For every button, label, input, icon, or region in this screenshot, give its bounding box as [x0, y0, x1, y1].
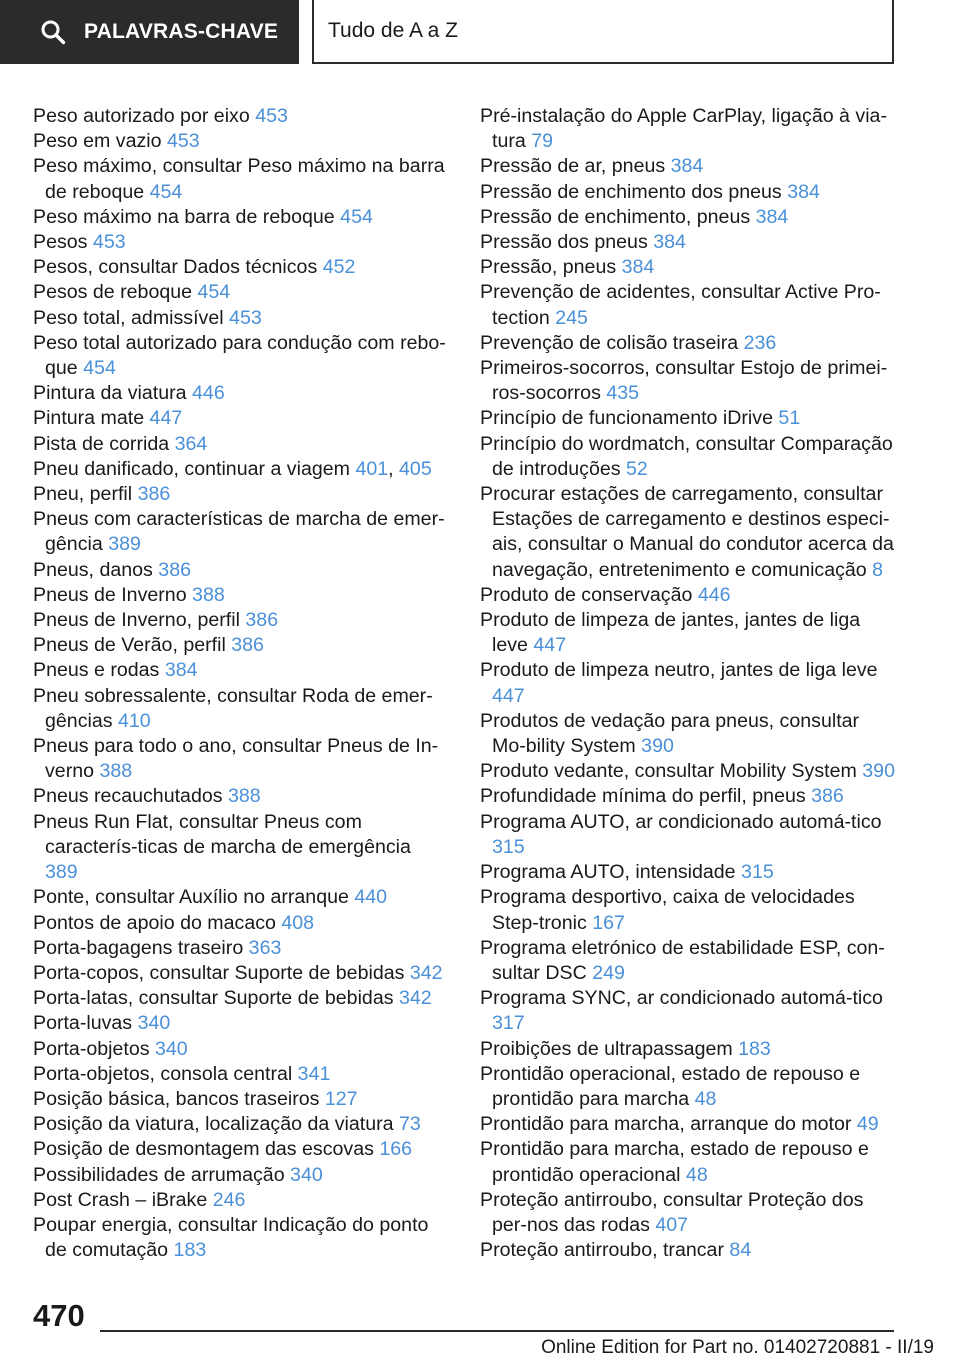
index-term: Pneus com características de marcha de emer-gência — [33, 508, 445, 556]
edition-note: Online Edition for Part no. 01402720881 - II/19 — [541, 1337, 934, 1358]
index-term: Pesos, consultar Dados técnicos — [33, 256, 318, 279]
page-link[interactable]: 236 — [743, 331, 777, 354]
page-link[interactable]: 315 — [492, 835, 525, 858]
page-link[interactable]: 384 — [653, 231, 686, 254]
page-link[interactable]: 340 — [137, 1012, 171, 1035]
index-term: Porta-objetos — [33, 1037, 150, 1060]
index-term: Pneu sobressalente, consultar Roda de emer-gências — [33, 684, 433, 732]
index-entry — [33, 1213, 448, 1263]
index-entry — [480, 936, 898, 986]
index-entry — [480, 709, 898, 759]
index-term: Pneu, perfil — [33, 483, 133, 506]
index-column-left — [33, 104, 448, 1263]
page-link[interactable]: 386 — [158, 558, 191, 581]
page-link[interactable]: 52 — [626, 457, 648, 480]
index-entry — [33, 1163, 448, 1188]
index-term: Pesos — [33, 231, 88, 254]
page-link[interactable]: 405 — [399, 457, 432, 480]
index-term: Pneus de Inverno — [33, 583, 187, 606]
index-term: Ponte, consultar Auxílio no arranque — [33, 886, 349, 909]
page-link[interactable]: 84 — [729, 1239, 752, 1262]
index-term: Pneus e rodas — [33, 659, 160, 682]
index-term: Pneus para todo o ano, consultar Pneus de In-verno — [33, 735, 439, 783]
page-link[interactable]: 388 — [192, 583, 225, 606]
page-link[interactable]: 408 — [281, 911, 315, 934]
page-link[interactable]: 453 — [92, 231, 126, 254]
index-term: Pressão, pneus — [480, 256, 617, 279]
page-link[interactable]: 390 — [641, 735, 674, 758]
index-term: Prevenção de colisão traseira — [480, 331, 739, 354]
index-term: Porta-luvas — [33, 1012, 133, 1035]
index-term: Proibições de ultrapassagem — [480, 1037, 733, 1060]
index-term: Posição da viatura, localização da viatura — [33, 1113, 394, 1136]
index-term: Possibilidades de arrumação — [33, 1163, 285, 1186]
page-link[interactable]: 454 — [340, 205, 373, 228]
index-term: Programa AUTO, ar condicionado automá-tico — [480, 810, 882, 833]
keywords-tab-label: PALAVRAS-CHAVE — [84, 20, 279, 43]
page-link[interactable]: 446 — [192, 382, 225, 405]
page-link[interactable]: 440 — [354, 886, 388, 909]
index-term: Porta-latas, consultar Suporte de bebidas — [33, 987, 394, 1010]
index-entry — [33, 1112, 448, 1137]
page-link[interactable]: 363 — [248, 936, 282, 959]
page-link[interactable]: 384 — [164, 659, 198, 682]
index-entry — [33, 230, 448, 255]
page-link[interactable]: 340 — [290, 1163, 323, 1186]
a-to-z-tab-label: Tudo de A a Z — [328, 19, 458, 42]
page-link[interactable]: 73 — [398, 1113, 421, 1136]
page-link[interactable]: 245 — [555, 306, 588, 329]
index-entry — [33, 911, 448, 936]
index-term: Porta-objetos, consola central — [33, 1062, 293, 1085]
index-term: Peso total autorizado para condução com rebo-que — [33, 331, 446, 380]
index-entry — [33, 255, 448, 280]
index-entry — [480, 406, 898, 431]
index-term: Pintura da viatura — [33, 382, 187, 405]
index-term: Produto de conservação — [480, 583, 693, 606]
index-entry — [33, 482, 448, 507]
index-entry — [33, 1037, 448, 1062]
page-link[interactable]: 340 — [155, 1037, 188, 1060]
index-entry — [480, 1062, 898, 1112]
index-term: Proteção antirroubo, trancar — [480, 1239, 724, 1262]
index-entry — [33, 810, 448, 886]
page-link[interactable]: 384 — [621, 256, 655, 279]
index-entry — [33, 633, 448, 658]
index-term: Proteção antirroubo, consultar Proteção dos per-nos das rodas — [480, 1188, 864, 1236]
index-entry — [33, 961, 448, 986]
index-term: Princípio do wordmatch, consultar Comparação de introduções — [480, 432, 893, 480]
index-term: Pneus Run Flat, consultar Pneus com caracterís-ticas de marcha de emergência — [33, 810, 411, 858]
index-entry — [33, 507, 448, 557]
index-term: Programa SYNC, ar condicionado automá-tico — [480, 987, 883, 1010]
page-link[interactable]: 48 — [694, 1087, 717, 1110]
index-entry — [480, 1112, 898, 1137]
page-link[interactable]: 454 — [149, 180, 183, 203]
index-entry — [33, 608, 448, 633]
page-link[interactable]: 183 — [738, 1037, 771, 1060]
index-entry — [33, 684, 448, 734]
page-link[interactable]: 384 — [670, 155, 704, 178]
page-link[interactable]: 386 — [137, 483, 171, 506]
index-entry — [33, 432, 448, 457]
header — [0, 0, 960, 66]
index-term: Produtos de vedação para pneus, consultar Mo-bility System — [480, 709, 860, 758]
page-link[interactable]: 407 — [655, 1213, 689, 1236]
page-link[interactable]: 386 — [811, 785, 844, 808]
page-link[interactable]: 389 — [45, 861, 78, 884]
index-entry — [480, 1188, 898, 1238]
page-link[interactable]: 384 — [787, 180, 820, 203]
index-term: Posição de desmontagem das escovas — [33, 1138, 374, 1161]
index-term: Pintura mate — [33, 407, 145, 430]
page-link[interactable]: 447 — [492, 684, 525, 707]
index-term: Peso máximo, consultar Peso máximo na barra de reboque — [33, 155, 445, 203]
index-entry — [33, 406, 448, 431]
page-link[interactable]: 390 — [862, 760, 895, 783]
page-link[interactable]: 8 — [872, 558, 884, 581]
index-term: Pesos de reboque — [33, 281, 193, 304]
index-term: Pressão de enchimento, pneus — [480, 205, 751, 228]
index-term: Pressão de ar, pneus — [480, 155, 666, 178]
page-link[interactable]: 452 — [322, 256, 356, 279]
index-entry — [480, 331, 898, 356]
index-term: Post Crash – iBrake — [33, 1188, 208, 1211]
index-entry — [33, 986, 448, 1011]
search-icon — [40, 19, 66, 45]
index-entry — [33, 1087, 448, 1112]
index-term: Pista de corrida — [33, 432, 170, 455]
page-link[interactable]: 388 — [99, 760, 133, 783]
index-term: Prevenção de acidentes, consultar Active Pro-tection — [480, 281, 881, 329]
page-link[interactable]: 166 — [379, 1138, 413, 1161]
index-term: Pontos de apoio do macaco — [33, 911, 276, 934]
page-link[interactable]: 447 — [533, 634, 567, 657]
index-term: Porta-bagagens traseiro — [33, 936, 244, 959]
index-entry — [480, 104, 898, 154]
page-link[interactable]: 341 — [297, 1062, 331, 1085]
index-entry — [33, 381, 448, 406]
index-term: Prontidão para marcha, arranque do motor — [480, 1113, 852, 1136]
index-entry — [480, 986, 898, 1036]
index-term: Pneus de Inverno, perfil — [33, 609, 240, 632]
index-term: Pré-instalação do Apple CarPlay, ligação à via-tura — [480, 105, 887, 153]
index-term: Programa eletrónico de estabilidade ESP, con-sultar DSC — [480, 936, 885, 984]
index-entry — [480, 759, 898, 784]
page-link[interactable]: 167 — [592, 911, 625, 934]
page-link[interactable]: 384 — [755, 205, 789, 228]
index-entry — [480, 482, 898, 583]
index-entry — [33, 734, 448, 784]
index-column-right — [480, 104, 898, 1263]
page-link[interactable]: 49 — [856, 1113, 879, 1136]
page-link[interactable]: 401 — [355, 457, 389, 480]
index-entry — [480, 1238, 898, 1263]
page-link[interactable]: 246 — [212, 1188, 246, 1211]
page-link[interactable]: 453 — [255, 105, 288, 127]
index-entry — [480, 1037, 898, 1062]
index-entry — [480, 583, 898, 608]
page-link[interactable]: 51 — [778, 407, 801, 430]
page-link[interactable]: 454 — [83, 357, 116, 380]
keywords-tab[interactable] — [0, 0, 299, 64]
index-term: Profundidade mínima do perfil, pneus — [480, 785, 806, 808]
index-term: Primeiros-socorros, consultar Estojo de primei-ros-socorros — [480, 357, 888, 405]
index-entry — [33, 558, 448, 583]
index-term: Peso autorizado por eixo — [33, 105, 250, 127]
index-entry — [480, 356, 898, 406]
page-link[interactable]: 342 — [398, 987, 432, 1010]
index-entry — [480, 885, 898, 935]
page-link[interactable]: 453 — [166, 130, 200, 153]
index-term: Pneus de Verão, perfil — [33, 634, 226, 657]
index-entry — [480, 784, 898, 809]
page-link[interactable]: 386 — [231, 634, 264, 657]
index-term: Programa desportivo, caixa de velocidades Step-tronic — [480, 886, 855, 934]
index-entry — [33, 306, 448, 331]
index-entry — [33, 1188, 448, 1213]
index-entry — [33, 936, 448, 961]
index-entry — [33, 885, 448, 910]
page-link[interactable]: 435 — [606, 382, 640, 405]
page-link[interactable]: 453 — [229, 306, 262, 329]
page-number: 470 — [33, 1298, 85, 1333]
page-link[interactable]: 315 — [741, 861, 774, 884]
page-link[interactable]: 342 — [409, 961, 443, 984]
index-entry — [33, 583, 448, 608]
page-link[interactable]: 410 — [118, 709, 151, 732]
index-entry — [33, 154, 448, 204]
page-link[interactable]: 317 — [492, 1012, 525, 1035]
index-term: Poupar energia, consultar Indicação do ponto de comutação — [33, 1213, 429, 1262]
page-link[interactable]: 454 — [197, 281, 231, 304]
index-term: Pressão dos pneus — [480, 231, 648, 254]
index-entry — [33, 1062, 448, 1087]
index-entry — [33, 205, 448, 230]
index-term: Produto de limpeza neutro, jantes de liga leve — [480, 659, 878, 682]
index-term: Prontidão operacional, estado de repouso e prontidão para marcha — [480, 1062, 861, 1110]
index-entry — [33, 1137, 448, 1162]
index-entry — [480, 154, 898, 179]
index-entry — [480, 810, 898, 860]
index-entry — [480, 860, 898, 885]
page-link[interactable]: 79 — [531, 130, 554, 153]
index-entry — [480, 205, 898, 230]
index-term: Pneus recauchutados — [33, 785, 223, 808]
index-entry — [480, 255, 898, 280]
index-entry — [33, 129, 448, 154]
a-to-z-tab[interactable] — [312, 0, 894, 64]
index-term: Prontidão para marcha, estado de repouso e prontidão operacional — [480, 1138, 869, 1186]
page-link[interactable]: 386 — [245, 609, 279, 632]
page-link[interactable]: 183 — [173, 1239, 207, 1262]
page-link[interactable]: 364 — [174, 432, 208, 455]
index-entry — [480, 432, 898, 482]
index-term: Procurar estações de carregamento, consultar Estações de carregamento e destinos especi-ais, consultar o Manual do condutor acerca da navegação, entretenimento e comunicação — [480, 483, 894, 581]
index-term: Programa AUTO, intensidade — [480, 861, 736, 884]
page-link[interactable]: 249 — [592, 961, 625, 984]
index-entry — [33, 1011, 448, 1036]
index-entry — [480, 658, 898, 708]
index-entry — [480, 280, 898, 330]
page-link[interactable]: 446 — [697, 583, 731, 606]
index-entry — [33, 280, 448, 305]
index-term: Peso em vazio — [33, 130, 162, 153]
index-entry — [33, 331, 448, 381]
index-entry — [480, 1137, 898, 1187]
index-term: Produto vedante, consultar Mobility System — [480, 760, 857, 783]
index-entry — [33, 784, 448, 809]
index-term: Posição básica, bancos traseiros — [33, 1087, 320, 1110]
index-term: Porta-copos, consultar Suporte de bebidas — [33, 961, 405, 984]
index-entry — [33, 104, 448, 129]
index-entry — [480, 230, 898, 255]
page-link[interactable]: 388 — [228, 785, 261, 808]
index-entry — [480, 180, 898, 205]
index-term: Produto de limpeza de jantes, jantes de liga leve — [480, 609, 861, 657]
page-link[interactable]: 127 — [324, 1087, 358, 1110]
index-term: Pneu danificado, continuar a viagem — [33, 457, 350, 480]
index-entry — [480, 608, 898, 658]
footer-divider — [100, 1330, 894, 1332]
index-term: Pressão de enchimento dos pneus — [480, 180, 782, 203]
index-term: Peso total, admissível — [33, 306, 224, 329]
index-entry: Pneu danificado, continuar a viagem 401, 405 — [33, 457, 432, 480]
index-entry — [33, 658, 448, 683]
page-link[interactable]: 48 — [685, 1163, 708, 1186]
index-term: Peso máximo na barra de reboque — [33, 205, 335, 228]
index-term: Princípio de funcionamento iDrive — [480, 407, 773, 430]
page-link[interactable]: 389 — [108, 533, 141, 556]
page-link[interactable]: 447 — [149, 407, 183, 430]
index-term: Pneus, danos — [33, 558, 153, 581]
